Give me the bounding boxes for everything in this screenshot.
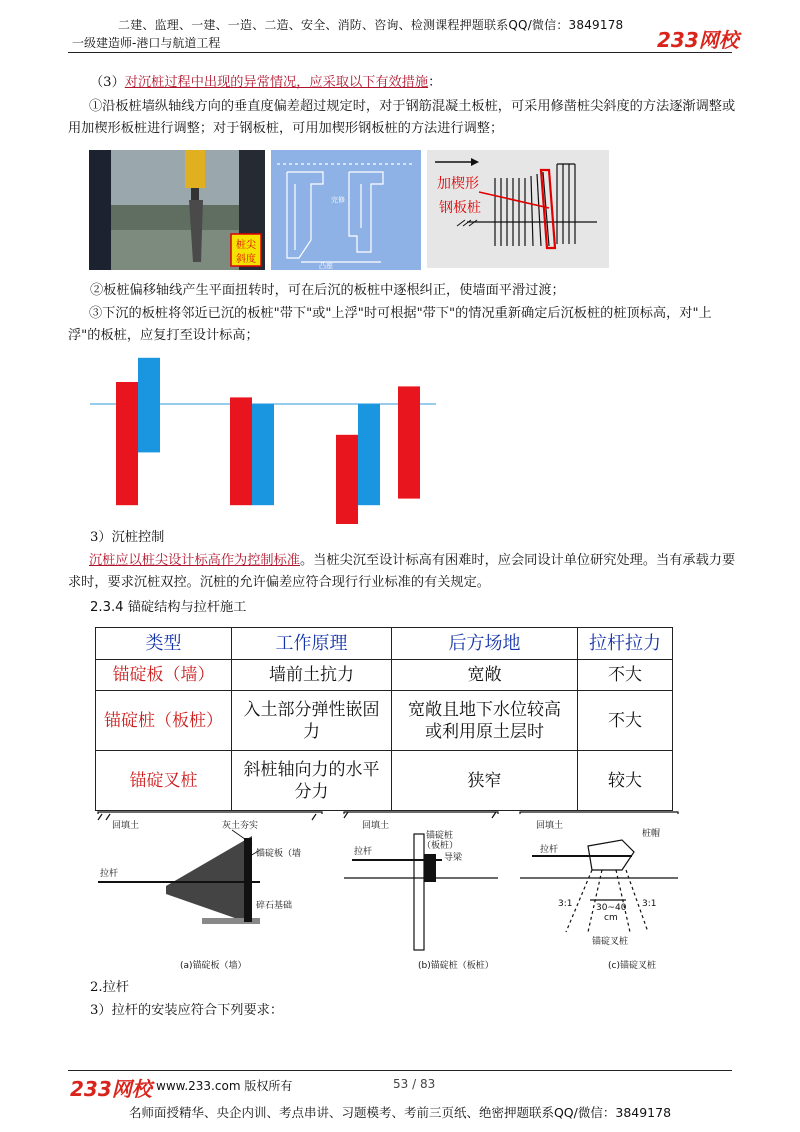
table-cell-type: 锚碇桩（板桩）: [96, 691, 232, 751]
anchor-types-table: [95, 627, 673, 811]
fig-b-pile: 锚碇桩: [426, 831, 454, 841]
tie-rod-item-3: 3）拉杆的安装应符合下列要求：: [90, 1003, 284, 1018]
section-3-title: 对沉桩过程中出现的异常情况，应采取以下有效措施: [124, 75, 429, 90]
fig-c-forkpile: 锚碇叉桩: [592, 937, 629, 947]
photo-label-top: 桩尖: [236, 240, 256, 251]
pile-tip-diagram: [271, 150, 421, 270]
table-cell-force: 较大: [578, 751, 673, 811]
table-cell-principle: 入土部分弹性嵌固力: [232, 691, 392, 751]
pile-control-paragraph: [68, 550, 736, 594]
footer-copyright[interactable]: www.233.com 版权所有: [156, 1079, 293, 1093]
red-pile-bar: [116, 382, 138, 505]
table-cell-principle: 斜桩轴向力的水平分力: [232, 751, 392, 811]
anchor-structures-figure: [92, 806, 684, 972]
footer-promo: 名师面授精华、央企内训、考点串讲、习题模考、考前三页纸、绝密押题联系QQ/微信：3849178: [128, 1105, 672, 1120]
table-header-cell: 后方场地: [392, 628, 578, 660]
fig-b-beam: 导梁: [444, 853, 463, 863]
fig-c-slope-left: 3:1: [558, 899, 573, 909]
fig-c-unit: cm: [604, 913, 618, 923]
tie-rod-heading: 2.拉杆: [90, 980, 129, 995]
header-rule: [68, 52, 732, 53]
section-234-title: 2.3.4 锚碇结构与拉杆施工: [90, 600, 247, 615]
table-cell-site: 狭窄: [392, 751, 578, 811]
footer-rule: [68, 1070, 732, 1071]
anchor-fork-pile-diagram: [520, 812, 678, 971]
fig-c-slope-right: 3:1: [642, 899, 657, 909]
header-book-title: 一级建造师-港口与航道工程: [72, 36, 221, 50]
fig-b-pile2: （板桩）: [422, 841, 459, 851]
table-header-row: [96, 628, 673, 660]
fig-c-cap: 桩帽: [642, 829, 661, 839]
table-cell-site: 宽敞: [392, 660, 578, 691]
fig-a-plate: 锚碇板（墙: [256, 849, 302, 859]
table-header-cell: 类型: [96, 628, 232, 660]
blue-pile-bar: [138, 358, 160, 453]
fig-b-caption: (b)锚碇桩（板桩）: [418, 961, 494, 971]
table-cell-force: 不大: [578, 691, 673, 751]
table-header-cell: 工作原理: [232, 628, 392, 660]
fig-c-distance: 30~40: [596, 903, 627, 913]
table-row: [96, 660, 673, 691]
table-cell-site: 宽敞且地下水位较高或利用原土层时: [392, 691, 578, 751]
fig-b-rod: 拉杆: [354, 847, 373, 857]
fig-c-rod: 拉杆: [540, 845, 559, 855]
fig-b-backfill: 回填土: [362, 821, 390, 831]
table-cell-type: 锚碇叉桩: [96, 751, 232, 811]
diagram2-label-bottom: 凸座: [319, 262, 333, 270]
photo-label-bottom: 斜度: [236, 254, 256, 265]
footer-logo: 233网校: [70, 1077, 152, 1101]
red-pile-bar: [230, 397, 252, 505]
brand-logo: 233网校: [657, 28, 739, 52]
anchor-pile-diagram: [344, 812, 498, 971]
pile-control-title: 3）沉桩控制: [90, 530, 165, 545]
table-row: [96, 691, 673, 751]
diagram3-label-line2: 钢板桩: [439, 200, 481, 216]
anchor-plate-diagram: [98, 812, 322, 971]
fig-c-caption: (c)锚碇叉桩: [608, 961, 656, 971]
item-2-paragraph: ②板桩偏移轴线产生平面扭转时，可在后沉的板桩中逐根纠正，使墙面平滑过渡；: [90, 283, 565, 298]
fig-a-backfill: 回填土: [112, 821, 140, 831]
table-cell-type: 锚碇板（墙）: [96, 660, 232, 691]
diagram3-label-line1: 加楔形: [437, 176, 479, 192]
section-3-heading: [90, 72, 441, 94]
page-number: 53 / 83: [393, 1077, 436, 1091]
fig-a-rod: 拉杆: [100, 869, 119, 879]
fig-a-compact: 灰土夯实: [222, 821, 259, 831]
wedge-sheet-pile-diagram: [427, 150, 609, 268]
table-cell-principle: 墙前土抗力: [232, 660, 392, 691]
item-1-paragraph: ①沿板桩墙纵轴线方向的垂直度偏差超过规定时，对于钢筋混凝土板桩，可采用修凿桩尖斜度的方法逐渐调整或用加楔形板桩进行调整；对于钢板桩，可用加楔形钢板桩的方法进行调整；: [68, 99, 736, 136]
diagram2-label-mid: 完修: [331, 196, 345, 204]
red-pile-bar: [336, 435, 358, 524]
fig-a-caption: (a)锚碇板（墙）: [180, 961, 247, 971]
table-header-cell: 拉杆拉力: [578, 628, 673, 660]
item-3-paragraph: ③下沉的板桩将邻近已沉的板桩"带下"或"上浮"时可根据"带下"的情况重新确定后沉板桩的桩顶标高，对"上浮"的板桩，应复打至设计标高；: [68, 306, 712, 343]
blue-pile-bar: [358, 404, 380, 505]
section-3-prefix: （3）: [90, 75, 125, 90]
header-contact-line: 二建、监理、一建、一造、二造、安全、消防、咨询、检测课程押题联系QQ/微信：3849178: [118, 18, 624, 32]
pile-driving-photo: [89, 150, 265, 270]
red-pile-bar: [398, 386, 420, 498]
table-row: [96, 751, 673, 811]
pile-control-rest: 。当桩尖沉至设计标高有困难时，应会同设计单位研究处理。当有承载力要求时，要求沉桩双控。沉桩的允许偏差应符合现行行业标准的有关规定。: [68, 553, 736, 590]
pile-control-lead: 沉桩应以桩尖设计标高作为控制标准: [89, 553, 300, 568]
section-3-colon: ：: [428, 75, 442, 90]
fig-a-gravel: 碎石基础: [256, 901, 293, 911]
fig-c-backfill: 回填土: [536, 821, 564, 831]
table-cell-force: 不大: [578, 660, 673, 691]
blue-pile-bar: [252, 404, 274, 505]
pile-float-bars-figure: [86, 352, 446, 524]
